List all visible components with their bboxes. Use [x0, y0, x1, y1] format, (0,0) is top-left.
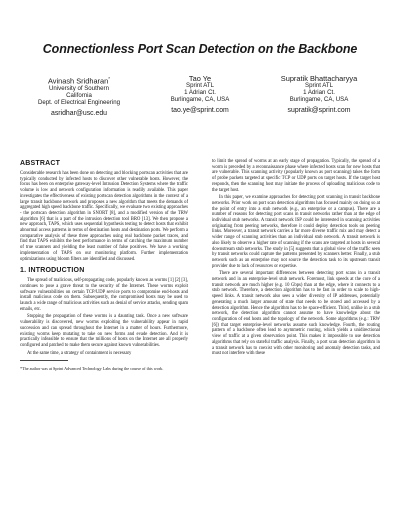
- author-2-name: Tao Ye: [188, 74, 212, 83]
- author-2-affiliation-line: 1 Adrian Ct.: [184, 89, 216, 97]
- abstract-heading: ABSTRACT: [20, 160, 61, 167]
- intro-paragraph: The spread of malicious, self-propagating code, popularly known as worms [1] [2] [3], continues to pose a grave threat to the security of the Internet. These worms exploit software vulnerabilities on certain TCP/UDP service ports to compromise end-hosts and install malicious code on them. Subsequently, the compromised hosts may be used to launch a wide range of malicious activities such as denial of service attacks, sending spam emails, etc.: [20, 278, 188, 312]
- author-1-affiliation-line: Dept. of Electrical Engineering: [38, 98, 120, 106]
- author-3-affiliation-line: Burlingame, CA, USA: [289, 96, 349, 104]
- author-3: [252, 75, 386, 116]
- intro-paragraph: At the same time, a strategy of containment is necessary: [27, 350, 132, 356]
- footnote-rule: [20, 360, 68, 361]
- author-1-name: Avinash Sridharan: [47, 76, 109, 86]
- body-paragraph: to limit the spread of worms at an early stage of propagation. Typically, the spread of a worm is preceded by a reconnaissance phase where infected hosts scan for new hosts that are vulnerable. This scanning activity (popularly known as port scanning) takes the form of probe packets targeted at specific TCP or UDP ports on target hosts. If the target host responds, then the scanning host may initiate the process of uploading malicious code to the target host.: [212, 159, 380, 193]
- author-2-affiliation-line: Sprint ATL: [186, 82, 214, 90]
- author-2: [150, 75, 250, 116]
- intro-paragraph: Stopping the propagation of these worms is a daunting task. Once a new software vulnerability is discovered, new worms exploiting the vulnerability appear in rapid succession and can spread throughout the Internet in a matter of hours. Furthermore, existing worms keep mutating to take on new forms and evade detection. And it is practically infeasible to ensure that the millions of hosts on the Internet are all properly configured and patched to make them secure against known vulnerabilities.: [20, 314, 188, 348]
- author-1-affiliation-line: California: [66, 91, 92, 99]
- author-1: [14, 75, 144, 119]
- author-2-affiliation-line: Burlingame, CA, USA: [170, 96, 230, 104]
- author-1-email: asridhar@usc.edu: [50, 109, 108, 117]
- right-column: [212, 159, 380, 359]
- author-2-email: tao.ye@sprint.com: [171, 107, 229, 115]
- abstract-text: Considerable research has been done on detecting and blocking portscan activities that are typically conducted by infected hosts to discover other vulnerable hosts. However, the focus has been on enterprise gateway-level Intrusion Detection Systems where the traffic volume is low and network configuration information is readily available. This paper investigates the effectiveness of existing portscan detection algorithms in the context of a large transit backbone network and proposes a new algorithm that meets the demands of aggregated high speed backbone traffic. Specifically, we evaluate two existing approaches - the portscan detection algorithm in SNORT [8], and a modified version of the TRW algorithm [6] that is a part of the intrusion detection tool BRO [13]. We then propose a new approach, TAPS, which uses sequential hypothesis testing to detect hosts that exhibit abnormal access patterns in terms of destination hosts and destination ports. We perform a comparative analysis of these three approaches using real backbone packet traces, and find that TAPS exhibits the best performance in terms of catching the maximum number of true scanners and yielding the least number of false positives. We have a working implementation of TAPS on our monitoring platform. Further implementation optimizations using bloom filters are identified and discussed.: [20, 171, 188, 262]
- paper-title: Connectionless Port Scan Detection on the Backbone: [42, 42, 358, 56]
- body-paragraph: There are several important differences between detecting port scans in a transit network and in an enterprise-level stub network. Foremost, link speeds at the core of a transit network are much higher (e.g. 10 Gbps) than at the edge, where it connects to a stub network. Therefore, a detection algorithm has to be fast in order to scale to high-speed links. A transit network also sees a wider diversity of IP addresses, potentially generating a much larger amount of state that needs to be stored and accessed by a detection algorithm. Hence the algorithm has to be space-efficient. Third, unlike in a stub network, the detection algorithm cannot assume to have knowledge about the configuration of end hosts and the topology of the network. Some algorithms (e.g.: TRW [6]) that target enterprise-level networks assume such knowledge. Fourth, the routing pattern of a backbone often lead to asymmetric routing, which yields a unidirectional view of traffic at a given observation point. This makes it impossible to use detection algorithms that rely on stateful traffic analysis. Finally, a port scan detection algorithm in a transit network has to coexist with other monitoring and anomaly detection tasks, and must not interfere with these: [212, 271, 380, 357]
- author-1-footnote-mark: *: [108, 76, 111, 81]
- body-paragraph: In this paper, we examine approaches for detecting port scanning in transit backbone networks. Prior work on port scan detection algorithms has focused mainly on doing so at the point of entry into a stub network (e.g., an enterprise or a campus). There are a number of reasons for detecting port scans in transit networks rather than at the edge of individual stub networks. A transit network ISP could be interested in scanning activities originating from peering networks, therefore it could deploy detection tools on peering links. Moreover, a transit network carries a far more diverse traffic mix and may detect a wider range of scanning activities than an individual stub network. A transit network is also likely to observe a higher rate of scanning if the scans are targeted at hosts in several downstream stub networks. The study in [5] suggests that a global view of the traffic seen by transit networks could capture the patterns presented by scanners better. Finally, a stub network such as an enterprise may not source the detection task to its upstream transit provider due to lack of resources or expertise.: [212, 195, 380, 269]
- author-3-name: Supratik Bhattacharyya: [280, 74, 358, 83]
- introduction-heading: 1. INTRODUCTION: [20, 267, 85, 275]
- author-3-email: supratik@sprint.com: [287, 107, 351, 115]
- author-1-affiliation-line: University of Southern: [49, 84, 109, 92]
- author-3-affiliation-line: 1 Adrian Ct.: [303, 89, 335, 97]
- footnote: *The author was at Sprint Advanced Technology Labs during the course of this work.: [20, 365, 164, 371]
- author-3-affiliation-line: Sprint ATL: [305, 82, 333, 90]
- left-column: [20, 160, 188, 375]
